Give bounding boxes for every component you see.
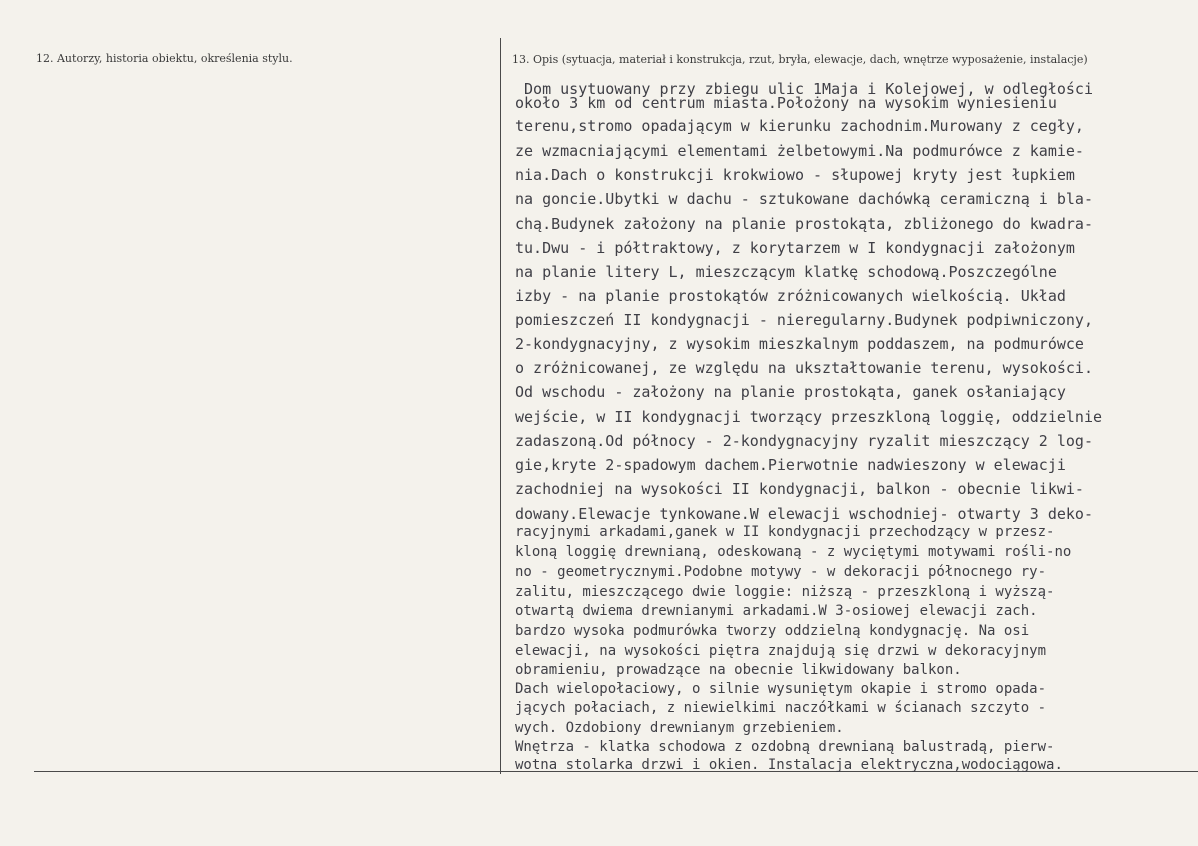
- section-13-heading: 13. Opis (sytuacja, materiał i konstrukcja, rzut, bryła, elewacje, dach, wnętrze wyposażenie, instalacje): [512, 53, 1088, 66]
- typed-line: zachodniej na wysokości II kondygnacji, balkon - obecnie likwi-: [515, 480, 1084, 498]
- typed-line: no - geometrycznymi.Podobne motywy - w dekoracji północnego ry-: [515, 564, 1047, 580]
- typed-line: wotna stolarka drzwi i okien. Instalacja elektryczna,wodociągowa.: [515, 757, 1063, 773]
- typed-line: obramieniu, prowadzące na obecnie likwidowany balkon.: [515, 662, 962, 678]
- typed-line: zalitu, mieszczącego dwie loggie: niższą - przeszkloną i wyższą-: [515, 584, 1055, 600]
- typed-line: wych. Ozdobiony drewnianym grzebieniem.: [515, 720, 844, 736]
- typed-line: zadaszoną.Od północy - 2-kondygnacyjny ryzalit mieszczący 2 log-: [515, 432, 1093, 450]
- typed-line: chą.Budynek założony na planie prostokąta, zbliżonego do kwadra-: [515, 215, 1093, 233]
- typed-line: pomieszczeń II kondygnacji - nieregularny.Budynek podpiwniczony,: [515, 311, 1093, 329]
- typed-line: otwartą dwiema drewnianymi arkadami.W 3-osiowej elewacji zach.: [515, 603, 1038, 619]
- typed-line: jących połaciach, z niewielkimi naczółkami w ścianach szczyto -: [515, 700, 1047, 716]
- typed-line: dowany.Elewacje tynkowane.W elewacji wschodniej- otwarty 3 deko-: [515, 505, 1093, 523]
- section-12-heading: 12. Autorzy, historia obiektu, określenia stylu.: [36, 52, 293, 65]
- typed-line: na planie litery L, mieszczącym klatkę schodową.Poszczególne: [515, 263, 1057, 281]
- typed-line: tu.Dwu - i półtraktowy, z korytarzem w I kondygnacji założonym: [515, 239, 1075, 257]
- typed-line: wejście, w II kondygnacji tworzący przeszkloną loggię, oddzielnie: [515, 408, 1102, 426]
- typed-line: Dom usytuowany przy zbiegu ulic 1Maja i Kolejowej, w odległości: [515, 80, 1093, 98]
- typed-line: izby - na planie prostokątów zróżnicowanych wielkością. Układ: [515, 287, 1066, 305]
- typed-line: Dach wielopołaciowy, o silnie wysuniętym okapie i stromo opada-: [515, 681, 1047, 697]
- typed-line: bardzo wysoka podmurówka tworzy oddzielną kondygnację. Na osi: [515, 623, 1030, 639]
- typed-line: kloną loggię drewnianą, odeskowaną - z wyciętymi motywami rośli-no: [515, 544, 1072, 560]
- column-divider: [500, 38, 501, 774]
- typed-line: o zróżnicowanej, ze względu na ukształtowanie terenu, wysokości.: [515, 359, 1093, 377]
- typed-line: ze wzmacniającymi elementami żelbetowymi.Na podmurówce z kamie-: [515, 142, 1084, 160]
- typed-line: 2-kondygnacyjny, z wysokim mieszkalnym poddaszem, na podmurówce: [515, 335, 1084, 353]
- typed-line: gie,kryte 2-spadowym dachem.Pierwotnie nadwieszony w elewacji: [515, 456, 1066, 474]
- typed-line: Wnętrza - klatka schodowa z ozdobną drewnianą balustradą, pierw-: [515, 739, 1055, 755]
- typed-line: około 3 km od centrum miasta.Położony na wysokim wyniesieniu: [515, 94, 1057, 112]
- typed-line: elewacji, na wysokości piętra znajdują się drzwi w dekoracyjnym: [515, 643, 1047, 659]
- typed-line: Od wschodu - założony na planie prostokąta, ganek osłaniający: [515, 383, 1066, 401]
- typed-line: terenu,stromo opadającym w kierunku zachodnim.Murowany z cegły,: [515, 117, 1084, 135]
- typed-line: na goncie.Ubytki w dachu - sztukowane dachówką ceramiczną i bla-: [515, 190, 1093, 208]
- typed-line: racyjnymi arkadami,ganek w II kondygnacji przechodzący w przesz-: [515, 524, 1055, 540]
- typed-line: nia.Dach o konstrukcji krokwiowo - słupowej kryty jest łupkiem: [515, 166, 1075, 184]
